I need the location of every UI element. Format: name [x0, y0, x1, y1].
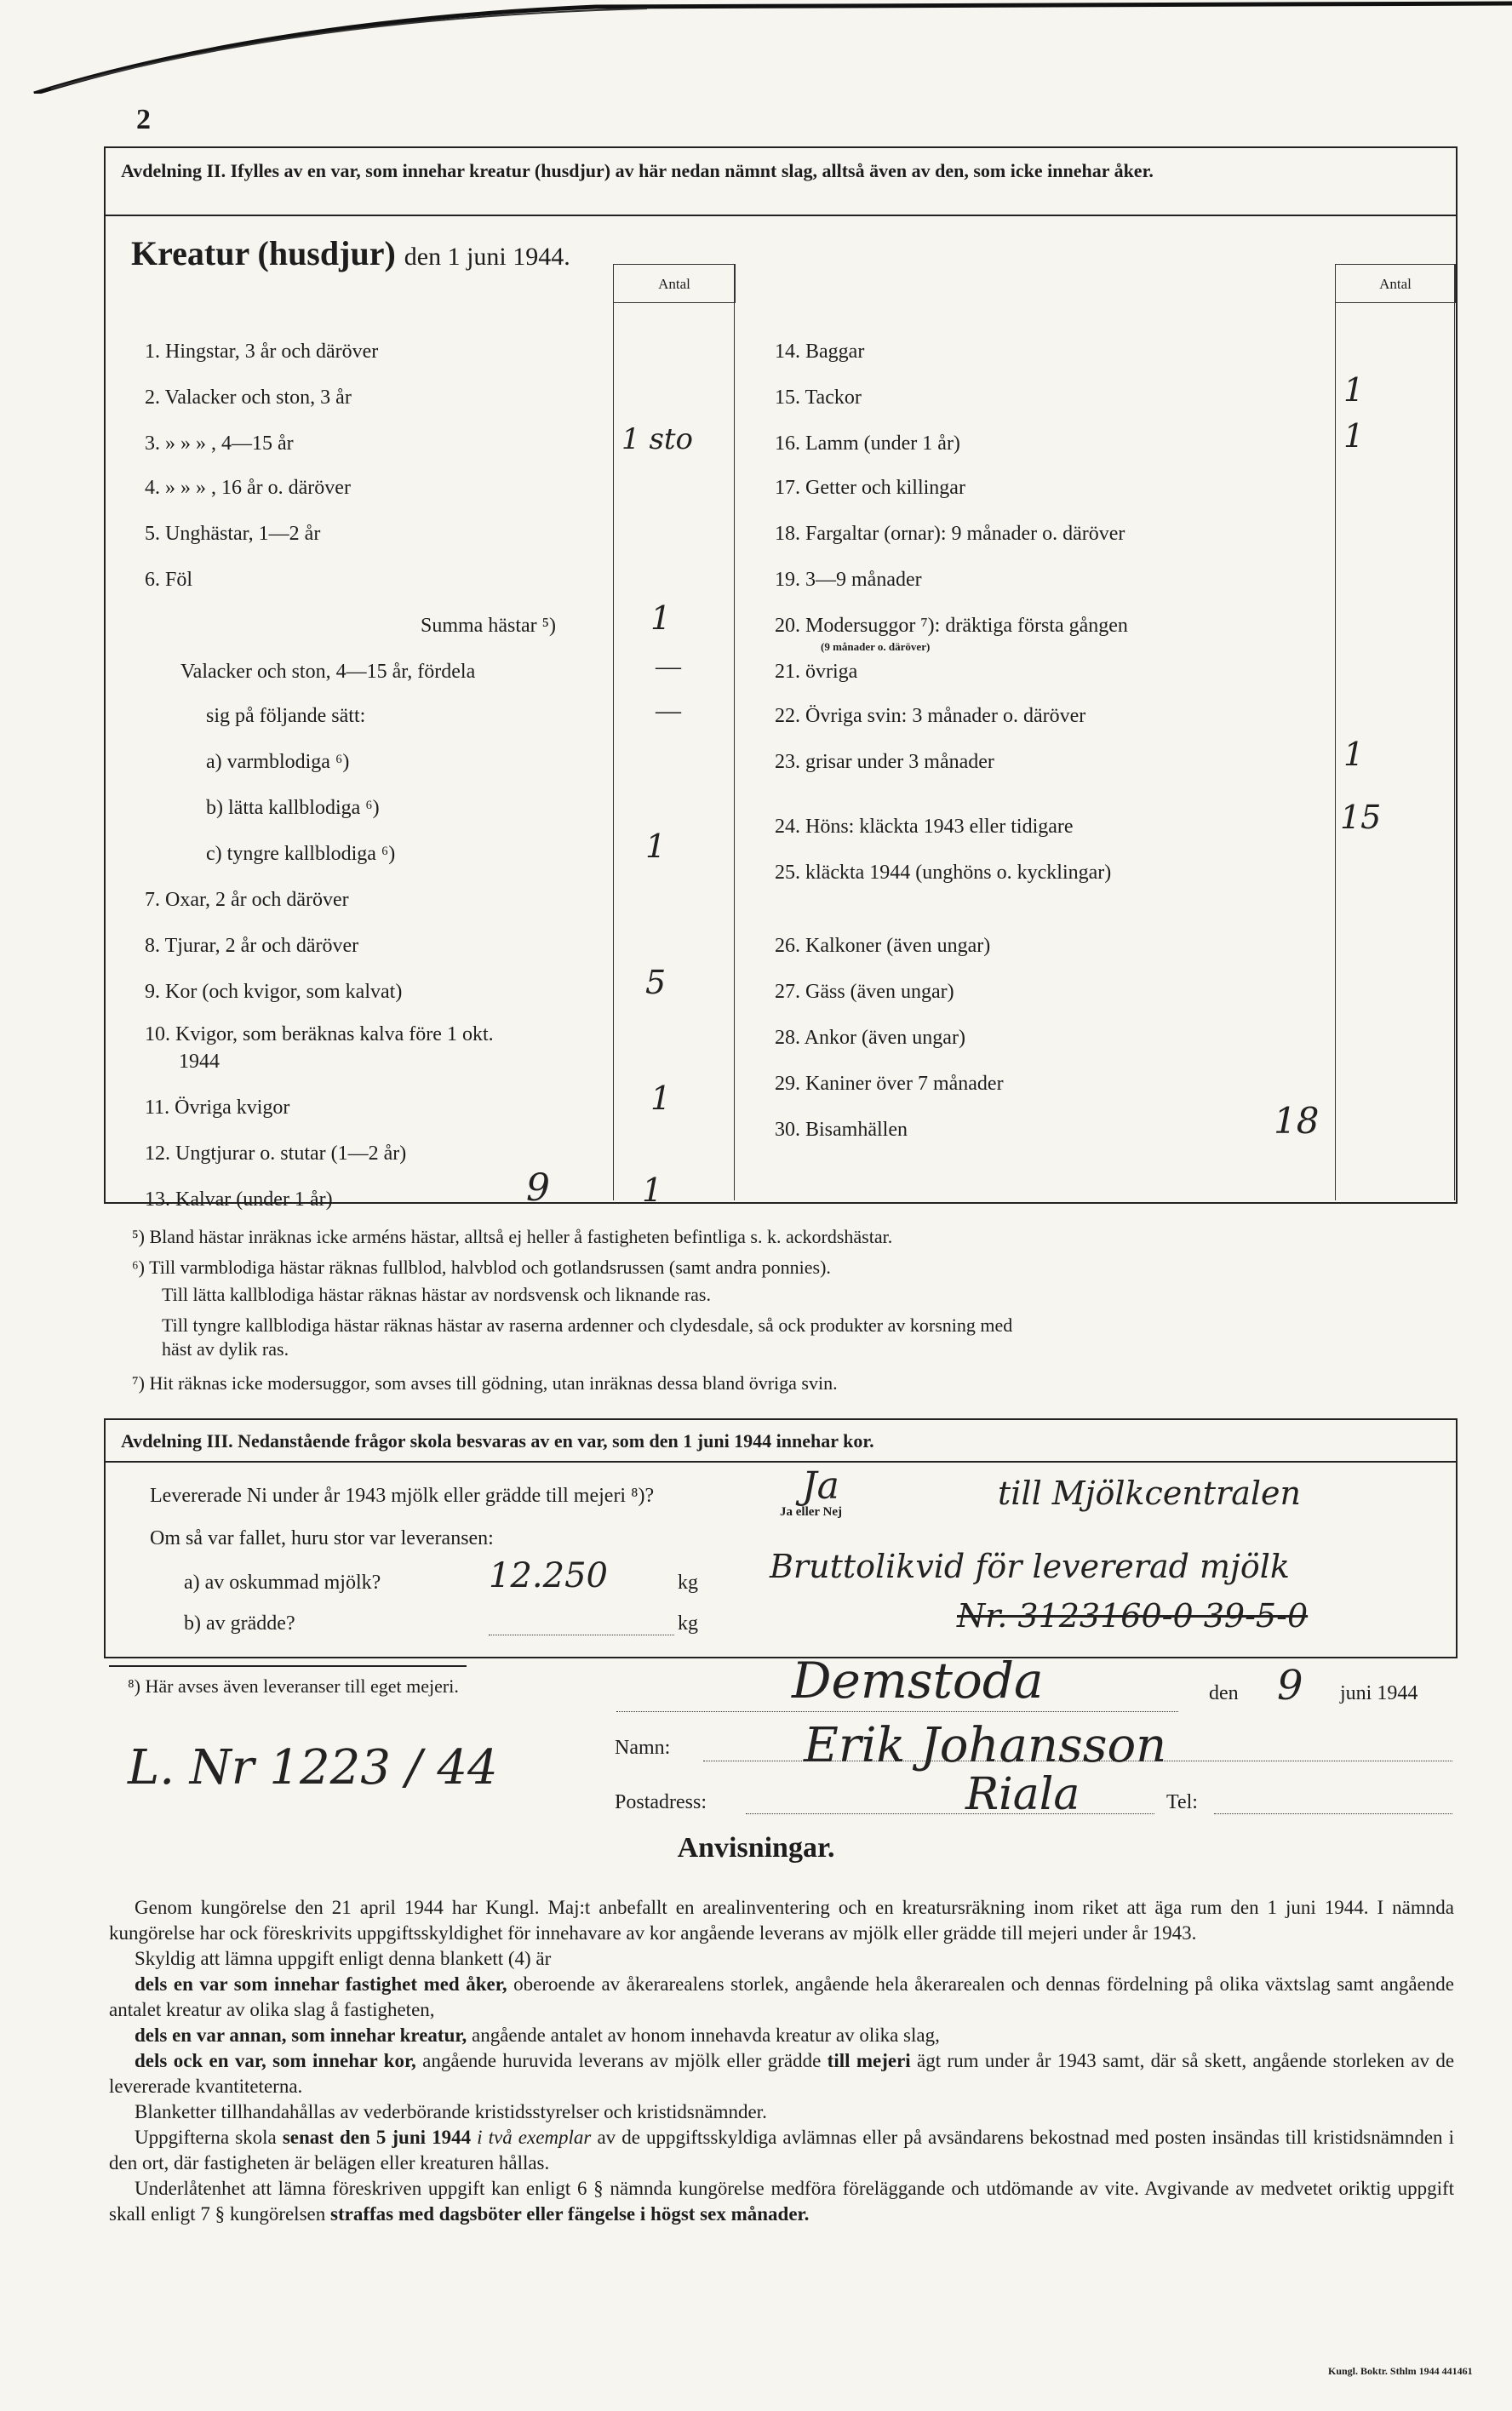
row-15-answer: 1 [1343, 371, 1365, 409]
section-2-box [104, 146, 1458, 1211]
anv-p8a: Underlåtenhet att lämna föreskriven uppgift kan enligt 6 § nämnda kungörelse medföra föreläggande och utdömande av vite. [135, 2178, 1139, 2199]
row-23-label: 23. grisar under 3 månader [775, 751, 994, 773]
anv-p7d: av de uppgiftsskyldiga avlämnas eller på avsändarens bekostnad med posten insändas till kristidsnämnden i den ort, där fastigheten är belägen eller kreaturen hållas. [109, 2127, 1455, 2173]
row-23-answer: 1 [1343, 736, 1365, 773]
summa-hastar-answer: 1 [650, 599, 672, 637]
row-10-year: 1944 [179, 1051, 220, 1073]
den-label: den [1209, 1682, 1239, 1704]
right-antal-line-b [1454, 264, 1455, 1200]
row-13-answer: 1 [642, 1171, 663, 1209]
left-antal-line-a [613, 301, 614, 1200]
anv-p4b: innehar kreatur, [329, 2024, 467, 2046]
anv-p8b: Avgivande av medvetet oriktig uppgift skall enligt 7 § kungörelsen [109, 2178, 1455, 2225]
note-nr: Nr. 3123160-0 39-5-0 [957, 1597, 1309, 1635]
tyngre-kallblodiga-label: c) tyngre kallblodiga ⁶) [206, 843, 396, 865]
row-30-label: 30. Bisamhällen [775, 1119, 908, 1141]
anv-p5a: dels ock en var, som [135, 2050, 306, 2071]
anv-p8 [109, 2176, 1454, 2227]
footnote-6-tyngre: Till tyngre kallblodiga hästar räknas hästar av raserna ardenner och clydesdale, så ock produkter av korsning med [162, 1314, 1013, 1336]
row-22-label: 22. Övriga svin: 3 månader o. däröver [775, 705, 1086, 727]
anv-p5e: ägt rum under år 1943 samt, där så skett, angående storleken av de levererade kvantiteterna. [109, 2050, 1455, 2097]
summa-hastar-label: Summa hästar ⁵) [421, 615, 556, 637]
left-antal-line-b [734, 264, 735, 1200]
anv-p7c: i två exemplar [477, 2127, 592, 2148]
anv-p8c: straffas med dagsböter eller fängelse i högst sex månader. [330, 2203, 810, 2225]
section-2-rule [106, 215, 1456, 216]
q1-mejeri: Levererade Ni under år 1943 mjölk eller grädde till mejeri ⁸)? [150, 1485, 655, 1507]
footnote-6-latta: Till lätta kallblodiga hästar räknas hästar av nordsvensk och liknande ras. [162, 1284, 711, 1305]
row-16-label: 16. Lamm (under 1 år) [775, 432, 960, 455]
footnote-5: ⁵) Bland hästar inräknas icke arméns hästar, alltså ej heller å fastigheten befintliga s. k. ackordshästar. [132, 1226, 893, 1247]
row-24-label: 24. Höns: kläckta 1943 eller tidigare [775, 816, 1074, 838]
kreatur-title [131, 233, 570, 273]
row-13-margin-note: 9 [526, 1166, 550, 1210]
row-15-label: 15. Tackor [775, 387, 862, 409]
tel-label: Tel: [1166, 1791, 1198, 1813]
row-17-label: 17. Getter och killingar [775, 477, 965, 499]
row-14-label: 14. Baggar [775, 341, 865, 363]
q1-hint: Ja eller Nej [780, 1505, 843, 1519]
anv-p5d: till mejeri [827, 2050, 911, 2071]
row-10-label: 10. Kvigor, som beräknas kalva före 1 okt. [145, 1023, 494, 1045]
anv-p3b: innehar fastighet med åker, [273, 1973, 507, 1995]
row-24-answer: 15 [1340, 799, 1382, 836]
section-3-rule [106, 1461, 1456, 1463]
anv-p2: Skyldig att lämna uppgift enligt denna blankett (4) är [135, 1948, 552, 1969]
q2-leverans: Om så var fallet, huru stor var leveransen: [150, 1527, 494, 1549]
signature-day: 9 [1277, 1662, 1303, 1709]
qa-answer: 12.250 [489, 1556, 608, 1595]
tel-line [1214, 1813, 1452, 1814]
row-11-answer: 1 [650, 1080, 672, 1117]
row-28-label: 28. Ankor (även ungar) [775, 1027, 965, 1049]
row-6-label: 6. Föl [145, 569, 193, 591]
anv-p4 [109, 2023, 1454, 2048]
kreatur-title-date: den 1 juni 1944. [404, 243, 570, 271]
varmblodiga-label: a) varmblodiga ⁶) [206, 751, 350, 773]
anv-p6: Blanketter tillhandahållas av vederbörande kristidsstyrelser och kristidsnämnder. [135, 2101, 767, 2122]
row-26-label: 26. Kalkoner (även ungar) [775, 935, 991, 957]
q1-answer: Ja [802, 1464, 839, 1508]
sig-pa-dash: — [656, 696, 681, 724]
row-9-answer: 5 [645, 964, 667, 1001]
row-8-label: 8. Tjurar, 2 år och däröver [145, 935, 359, 957]
row-27-label: 27. Gäss (även ungar) [775, 981, 954, 1003]
signature-place: Demstoda [792, 1652, 1044, 1709]
row-4-label: 4. » » » , 16 år o. däröver [145, 477, 351, 499]
right-antal-line-a [1335, 301, 1336, 1200]
row-25-label: 25. kläckta 1944 (unghöns o. kycklingar) [775, 862, 1112, 884]
row-9-label: 9. Kor (och kvigor, som kalvat) [145, 981, 403, 1003]
row-30-answer: 18 [1274, 1100, 1320, 1142]
qa-mjolk: a) av oskummad mjölk? [184, 1572, 381, 1594]
row-19-label: 19. 3—9 månader [775, 569, 922, 591]
antal-header-right: Antal [1335, 264, 1456, 303]
anv-p7 [109, 2125, 1454, 2176]
kreatur-title-main: Kreatur (husdjur) [131, 234, 396, 272]
qb-gradde: b) av grädde? [184, 1612, 295, 1635]
page-number: 2 [136, 104, 151, 135]
row-16-answer: 1 [1343, 417, 1365, 455]
place-line [616, 1711, 1178, 1712]
postadress-label: Postadress: [615, 1791, 707, 1813]
row-13-label: 13. Kalvar (under 1 år) [145, 1188, 333, 1211]
footnote-8: ⁸) Här avses även leveranser till eget mejeri. [128, 1675, 459, 1697]
anv-p5b: innehar kor, [312, 2050, 416, 2071]
anvisningar-body [109, 1895, 1454, 2227]
row-20-subnote: (9 månader o. däröver) [821, 640, 931, 653]
row-1-label: 1. Hingstar, 3 år och däröver [145, 341, 379, 363]
row-3-label: 3. » » » , 4—15 år [145, 432, 294, 455]
section-3-box [104, 1418, 1458, 1658]
fordela-label: Valacker och ston, 4—15 år, fördela [180, 661, 476, 683]
section-3-header: Avdelning III. Nedanstående frågor skola besvaras av en var, som den 1 juni 1944 innehar kor. [121, 1430, 874, 1452]
row-5-label: 5. Unghästar, 1—2 år [145, 523, 321, 545]
footnote-8-rule [109, 1665, 467, 1667]
row-18-label: 18. Fargaltar (ornar): 9 månader o. däröver [775, 523, 1125, 545]
row-21-label: 21. övriga [775, 661, 858, 683]
namn-label: Namn: [615, 1737, 671, 1759]
anv-p3 [109, 1972, 1454, 2023]
section-2-header: Avdelning II. Ifylles av en var, som innehar kreatur (husdjur) av här nedan nämnt slag, alltså även av den, som icke innehar åker. [121, 160, 1154, 181]
anv-p5c: angående huruvida leverans av mjölk eller grädde [422, 2050, 822, 2071]
row-2-label: 2. Valacker och ston, 3 år [145, 387, 352, 409]
latta-kallblodiga-label: b) lätta kallblodiga ⁶) [206, 797, 380, 819]
anv-p7a: Uppgifterna skola [135, 2127, 277, 2148]
sig-pa-label: sig på följande sätt: [206, 705, 366, 727]
qa-unit: kg [678, 1572, 698, 1594]
note-bruttolikvid: Bruttolikvid för levererad mjölk [770, 1548, 1290, 1585]
postadress-value: Riala [965, 1769, 1080, 1820]
top-pen-stroke [0, 0, 1512, 94]
signature-month-year: juni 1944 [1340, 1682, 1418, 1704]
anv-p4c: angående antalet av honom innehavda kreatur av olika slag, [471, 2024, 940, 2046]
anv-p5 [109, 2048, 1454, 2099]
q1-note: till Mjölkcentralen [998, 1475, 1302, 1512]
row-7-label: 7. Oxar, 2 år och däröver [145, 889, 349, 911]
row-3-answer: 1 sto [621, 422, 694, 456]
antal-header-left: Antal [613, 264, 736, 303]
row-11-label: 11. Övriga kvigor [145, 1097, 290, 1119]
footnote-6: ⁶) Till varmblodiga hästar räknas fullblod, halvblod och gotlandsrussen (samt andra ponnies). [132, 1257, 831, 1278]
postadress-line [746, 1813, 1154, 1814]
stamp-lnr: L. Nr 1223 / 44 [128, 1740, 498, 1795]
row-20-label: 20. Modersuggor ⁷): dräktiga första gången [775, 615, 1128, 637]
anv-p3c: oberoende av åkerarealens storlek, angående hela åkerarealen och dennas fördelning på olika växtslag samt angående antalet kreatur av olika slag å fastigheten, [109, 1973, 1455, 2020]
tyngre-kallblodiga-answer: 1 [645, 828, 667, 865]
row-29-label: 29. Kaniner över 7 månader [775, 1073, 1004, 1095]
anvisningar-title: Anvisningar. [677, 1832, 835, 1864]
printer-mark: Kungl. Boktr. Sthlm 1944 441461 [1328, 2365, 1473, 2377]
anv-p1: Genom kungörelse den 21 april 1944 har Kungl. Maj:t anbefallt en arealinventering och en kreatursräkning inom riket att äga rum den 1 juni 1944. I nämnda kungörelse har ock föreskrivits uppgiftsskyldighet för innehavare av kor angående leverans av mjölk eller grädde till mejeri under år 1943. [109, 1897, 1454, 1944]
footnote-6-tyngre-cont: häst av dylik ras. [162, 1338, 289, 1360]
fordela-dash: — [656, 652, 681, 680]
anv-p3a: dels en var som [135, 1973, 268, 1995]
qb-unit: kg [678, 1612, 698, 1635]
anv-p7b: senast den 5 juni 1944 [282, 2127, 472, 2148]
footnote-7: ⁷) Hit räknas icke modersuggor, som avses till gödning, utan inräknas dessa bland övriga svin. [132, 1372, 838, 1394]
row-12-label: 12. Ungtjurar o. stutar (1—2 år) [145, 1143, 407, 1165]
anv-p4a: dels en var annan, som [135, 2024, 325, 2046]
signature-name: Erik Johansson [804, 1718, 1167, 1773]
